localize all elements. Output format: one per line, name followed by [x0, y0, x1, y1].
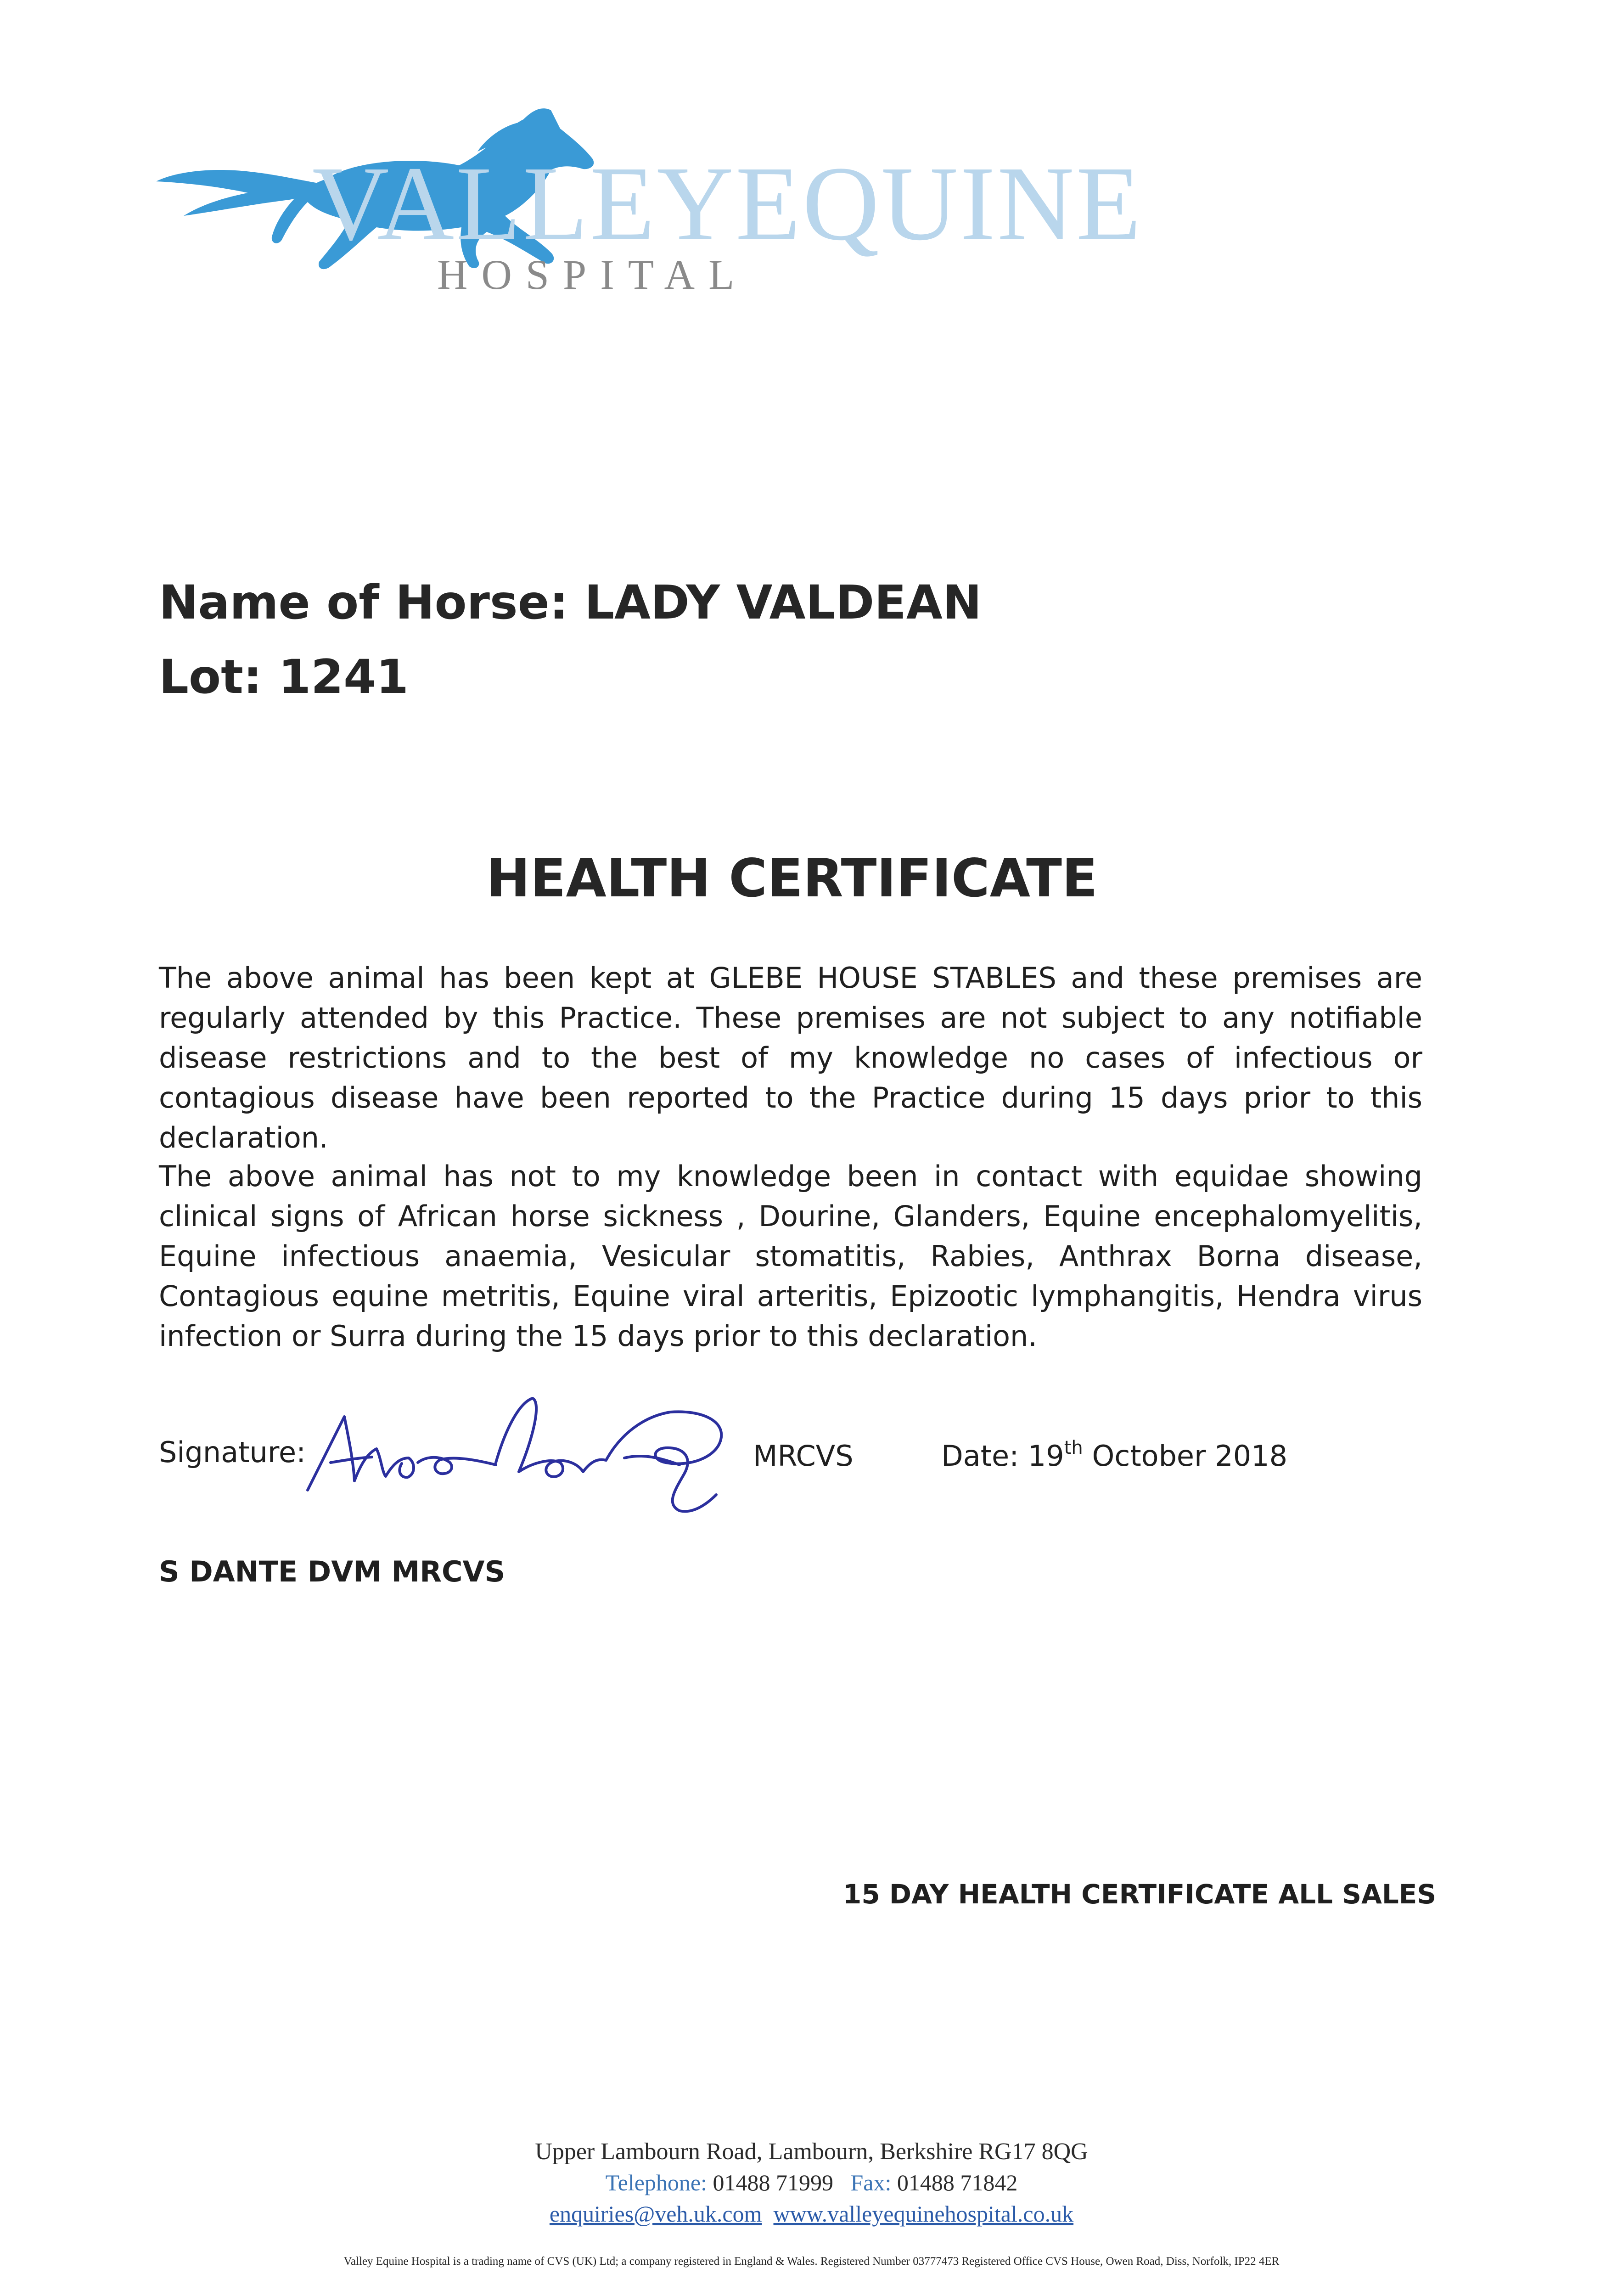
- signature-label: Signature:: [159, 1435, 306, 1469]
- date-prefix: Date: 19: [941, 1439, 1064, 1473]
- disease-contact-declaration-paragraph: The above animal has not to my knowledge been in contact with equidae showing clinical signs of African horse sickness , Dourine, Glanders, Equine encephalomyelitis, Equine infectious anaemia, Vesicular stomatitis, Rabies, Anthrax Borna disease, Contagious equine metritis, Equine viral arteritis, Epizootic lymphangitis, Hendra virus infection or Surra during the 15 days prior to this declaration.: [159, 1159, 1422, 1353]
- lot-number: Lot: 1241: [159, 650, 409, 704]
- footer-contact-numbers: [0, 2171, 1623, 2194]
- certificate-date: [941, 1437, 1288, 1473]
- footer-links: [0, 2202, 1623, 2225]
- horse-name: Name of Horse: LADY VALDEAN: [159, 575, 982, 630]
- logo-wordmark-rest: LLEYEQUINE: [456, 145, 1143, 263]
- email-link[interactable]: enquiries@veh.uk.com: [549, 2201, 762, 2227]
- premises-declaration-paragraph: The above animal has been kept at GLEBE HOUSE STABLES and these premises are regularly attended by this Practice. These premises are not subject to any notifiable disease restrictions and to the best of my knowledge no cases of infectious or contagious disease have been reported to the Practice during 15 days prior to this declaration.: [159, 961, 1422, 1154]
- signer-name: S DANTE DVM MRCVS: [159, 1555, 505, 1588]
- telephone-number: 01488 71999: [713, 2170, 833, 2195]
- logo-wordmark-first: VA: [312, 145, 456, 263]
- date-suffix: October 2018: [1083, 1439, 1288, 1473]
- fax-label: Fax:: [850, 2170, 892, 2195]
- certificate-type: 15 DAY HEALTH CERTIFICATE ALL SALES: [843, 1879, 1437, 1910]
- footer-legal-notice: Valley Equine Hospital is a trading name of CVS (UK) Ltd; a company registered in England & Wales. Registered Number 03777473 Registered Office CVS House, Owen Road, Diss, Norfolk, IP22 4ER: [343, 2255, 1280, 2268]
- valley-equine-logo: [156, 92, 1143, 303]
- telephone-label: Telephone:: [605, 2170, 707, 2195]
- logo-wordmark: [312, 145, 1143, 263]
- fax-number: 01488 71842: [897, 2170, 1018, 2195]
- certificate-title: HEALTH CERTIFICATE: [486, 848, 1098, 909]
- handwritten-signature: [303, 1366, 735, 1518]
- website-link[interactable]: www.valleyequinehospital.co.uk: [773, 2201, 1074, 2227]
- signature-suffix: MRCVS: [753, 1439, 854, 1473]
- date-ordinal: th: [1064, 1437, 1083, 1458]
- logo-subtitle: HOSPITAL: [437, 251, 748, 298]
- footer-address: Upper Lambourn Road, Lambourn, Berkshire RG17 8QG: [535, 2138, 1088, 2165]
